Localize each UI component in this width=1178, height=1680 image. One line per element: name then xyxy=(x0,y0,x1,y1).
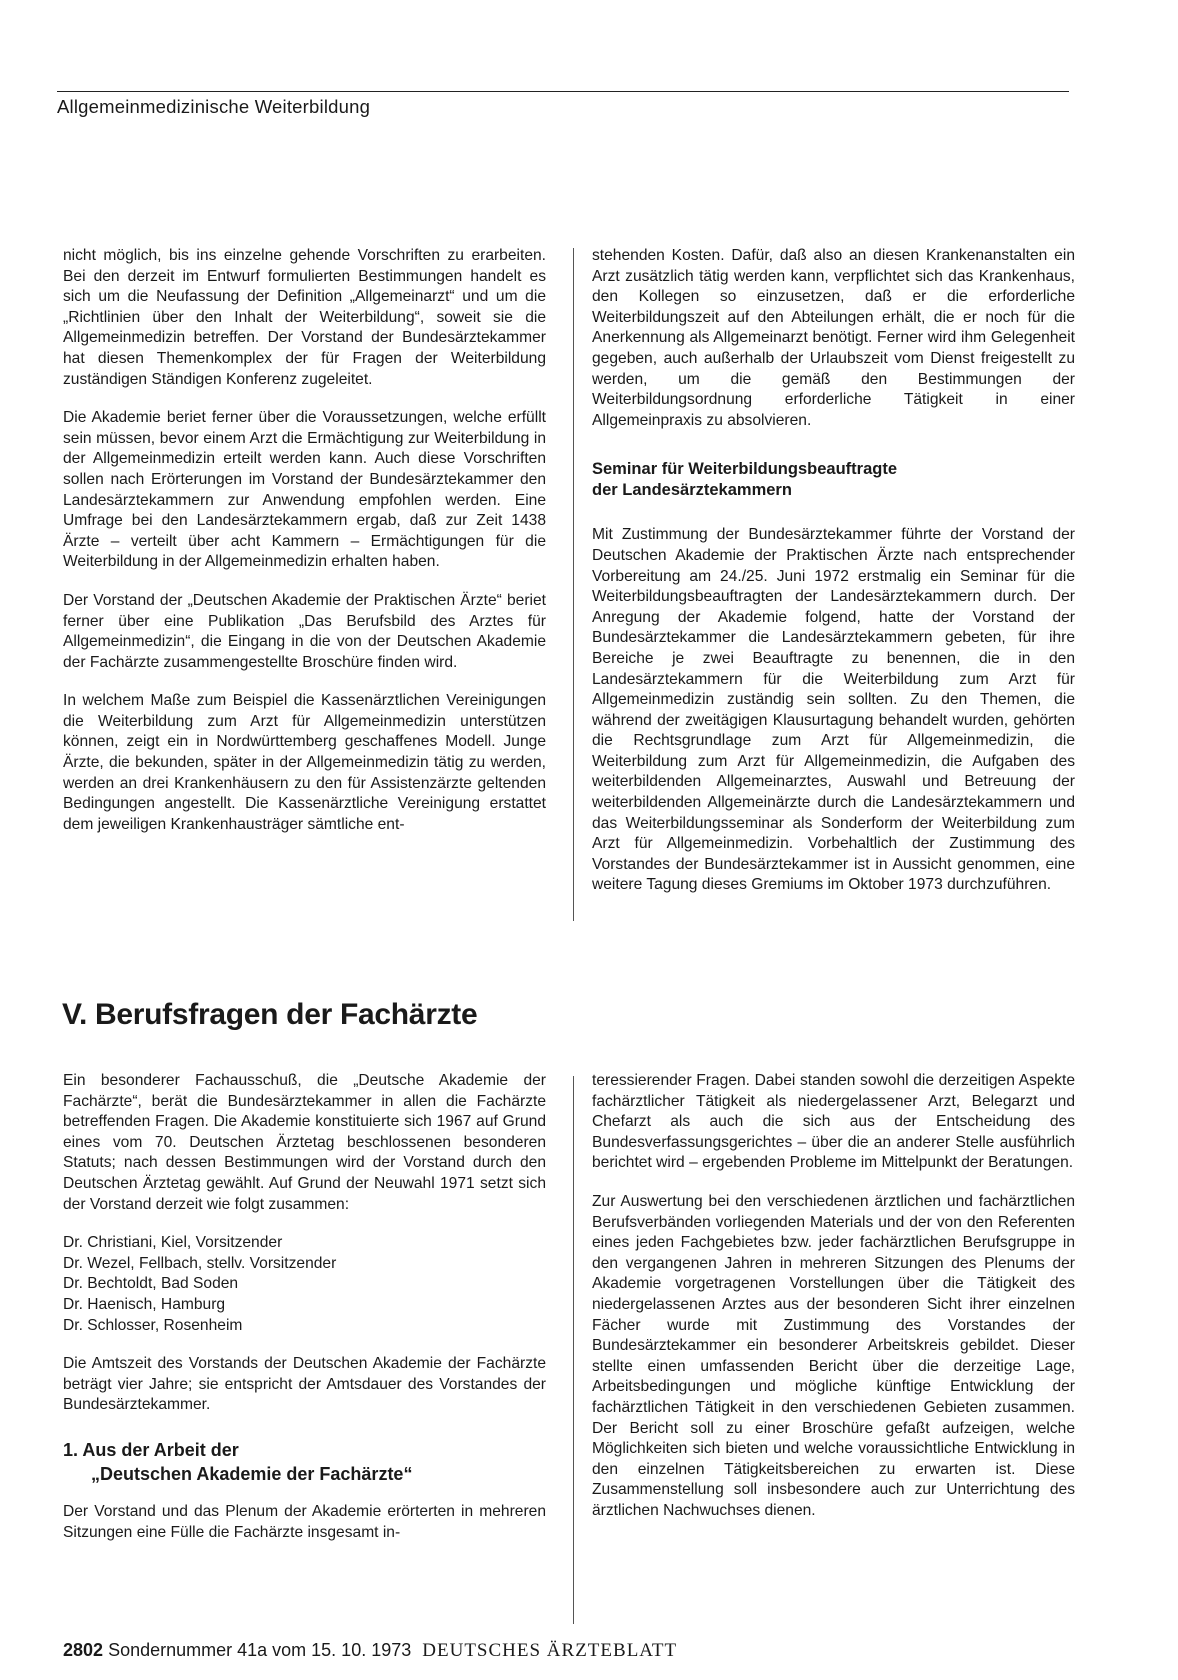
subsection-heading xyxy=(63,1438,546,1486)
board-member-list xyxy=(63,1233,546,1336)
board-member: Dr. Christiani, Kiel, Vorsitzender xyxy=(63,1234,283,1252)
paragraph: teressierender Fragen. Dabei standen sowohl die derzeitigen Aspekte fachärztlicher Tätigkeit als niedergelassener Arzt, Belegarzt und Chefarzt als auch die sich aus der Entscheidung des Bundesverfassungsgerichtes – über die an anderer Stelle ausführlich berichtet wird – ergebenden Probleme im Mittelpunkt der Beratungen. xyxy=(592,1072,1075,1172)
left-column-bottom xyxy=(63,1071,546,1561)
paragraph: nicht möglich, bis ins einzelne gehende Vorschriften zu erarbeiten. Bei den derzeit im Entwurf formulierten Bestimmungen handelt es sich um die Neufassung der Definition „Allgemeinarzt“ und um die „Richtlinien über den Inhalt der Weiterbildung“, soweit sie die Allgemeinmedizin betreffen. Der Vorstand der Bundesärztekammer hat diesen Themenkomplex der für Fragen der Weiterbildung zuständigen Ständigen Konferenz zugeleitet. xyxy=(63,247,546,388)
column-divider-bottom xyxy=(573,1076,574,1624)
board-member: Dr. Bechtoldt, Bad Soden xyxy=(63,1275,239,1293)
section-title: V. Berufsfragen der Fachärzte xyxy=(62,998,478,1031)
journal-name: DEUTSCHES ÄRZTEBLATT xyxy=(422,1640,678,1661)
page-number: 2802 xyxy=(63,1640,104,1660)
header-rule xyxy=(57,91,1069,92)
paragraph: In welchem Maße zum Beispiel die Kassenärztlichen Vereinigungen die Weiterbildung zum Arzt für Allgemeinmedizin unterstützen können, zeigt ein in Nordwürttemberg geschaffenes Modell. Junge Ärzte, die bekunden, später in der Allgemeinmedizin tätig zu werden, werden an drei Krankenhäusern zu den für Assistenzärzte geltenden Bedingungen angestellt. Die Kassenärztliche Vereinigung erstattet dem jeweiligen Krankenhausträger sämtliche ent- xyxy=(63,692,546,833)
subsection-heading-line: 1. Aus der Arbeit der xyxy=(63,1439,239,1460)
seminar-heading-line: der Landesärztekammern xyxy=(592,481,792,500)
paragraph: Die Amtszeit des Vorstands der Deutschen Akademie der Fachärzte beträgt vier Jahre; sie entspricht der Amtsdauer des Vorstandes der Bundesärztekammer. xyxy=(63,1355,546,1414)
paragraph: Der Vorstand und das Plenum der Akademie erörterten in mehreren Sitzungen eine Fülle die Fachärzte insgesamt in- xyxy=(63,1502,546,1541)
right-column-top xyxy=(592,246,1075,914)
right-column-bottom xyxy=(592,1071,1075,1539)
paragraph: Ein besonderer Fachausschuß, die „Deutsche Akademie der Fachärzte“, berät die Bundesärztekammer in allen die Fachärzte betreffenden Fragen. Die Akademie konstituierte sich 1967 auf Grund eines vom 70. Deutschen Ärztetag beschlossenen besonderen Statuts; nach dessen Bestimmungen wird der Vorstand durch den Deutschen Ärztetag gewählt. Auf Grund der Neuwahl 1971 setzt sich der Vorstand derzeit wie folgt zusammen: xyxy=(63,1072,546,1213)
board-member: Dr. Wezel, Fellbach, stellv. Vorsitzender xyxy=(63,1254,337,1272)
paragraph: Zur Auswertung bei den verschiedenen ärztlichen und fachärztlichen Berufsverbänden vorliegenden Materials und der von den Referenten eines jeden Fachgebietes bzw. jeder fachärztlichen Berufsgruppe in den vergangenen Jahren in mehreren Sitzungen des Plenums der Akademie vorgetragenen Vorstellungen über die Tätigkeit des niedergelassenen Arztes aus der besonderen Sicht ihrer einzelnen Fächer wurde mit Zustimmung des Vorstandes der Bundesärztekammer ein besonderer Arbeitskreis gebildet. Dieser stellte einen umfassenden Bericht über die derzeitige Lage, Arbeitsbedingungen und mögliche künftige Entwicklung der fachärztlichen Tätigkeit in den verschiedenen Gebieten zusammen. Der Bericht soll zu einer Broschüre gefaßt aufzeigen, welche Möglichkeiten sich bieten und welche voraussichtliche Entwicklung in den einzelnen Tätigkeitsbereichen zu erwarten ist. Diese Zusammenstellung soll insbesondere auch zur Unterrichtung des ärztlichen Nachwuchses dienen. xyxy=(592,1192,1075,1519)
page-footer xyxy=(63,1640,677,1662)
column-divider-top xyxy=(573,248,574,921)
left-column-top xyxy=(63,246,546,853)
paragraph: Mit Zustimmung der Bundesärztekammer führte der Vorstand der Deutschen Akademie der Praktischen Ärzte nach entsprechender Vorbereitung am 24./25. Juni 1972 erstmalig ein Seminar für die Weiterbildungsbeauftragten der Landesärztekammern durch. Der Anregung der Akademie folgend, hatte der Vorstand der Bundesärztekammer die Landesärztekammern gebeten, für ihre Bereiche je zwei Beauftragte zu benennen, die in den Landesärztekammern für die Weiterbildung zum Arzt für Allgemeinmedizin zuständig sein sollten. Zu den Themen, die während der zweitägigen Klausurtagung behandelt wurden, gehörten die Rechtsgrundlage zum Arzt für Allgemeinmedizin, die Weiterbildung zum Arzt für Allgemeinmedizin, die Aufgaben des weiterbildenden Allgemeinarztes, Auswahl und Betreuung der weiterbildenden Allgemeinärzte durch die Landesärztekammern und das Weiterbildungsseminar als Sonderform der Weiterbildung zum Arzt für Allgemeinmedizin. Vorbehaltlich der Zustimmung des Vorstandes der Bundesärztekammer ist in Aussicht genommen, eine weitere Tagung dieses Gremiums im Oktober 1973 durchzuführen. xyxy=(592,526,1075,894)
subsection-heading-line: „Deutschen Akademie der Fachärzte“ xyxy=(91,1463,413,1484)
running-title: Allgemeinmedizinische Weiterbildung xyxy=(57,96,371,117)
paragraph: Die Akademie beriet ferner über die Voraussetzungen, welche erfüllt sein müssen, bevor einem Arzt die Ermächtigung zur Weiterbildung in der Allgemeinmedizin erteilt werden kann. Auch diese Vorschriften sollen nach Erörterungen im Vorstand der Bundesärztekammer den Landesärztekammern zur Anwendung empfohlen werden. Eine Umfrage bei den Landesärztekammern ergab, daß zur Zeit 1438 Ärzte – verteilt über acht Kammern – Ermächtigungen für die Weiterbildung in der Allgemeinmedizin erhalten haben. xyxy=(63,409,546,571)
paragraph: stehenden Kosten. Dafür, daß also an diesen Krankenanstalten ein Arzt zusätzlich tätig werden kann, verpflichtet sich das Krankenhaus, den Kollegen so einzusetzen, daß er die erforderliche Weiterbildungszeit auf den Abteilungen erhält, die er noch für die Anerkennung als Allgemeinarzt benötigt. Ferner wird ihm Gelegenheit gegeben, auch außerhalb der Urlaubszeit vom Dienst freigestellt zu werden, um die gemäß den Bestimmungen der Weiterbildungsordnung erforderliche Tätigkeit in einer Allgemeinpraxis zu absolvieren. xyxy=(592,247,1075,429)
board-member: Dr. Schlosser, Rosenheim xyxy=(63,1316,243,1334)
issue-info: Sondernummer 41a vom 15. 10. 1973 xyxy=(108,1640,412,1660)
board-member: Dr. Haenisch, Hamburg xyxy=(63,1295,226,1313)
seminar-heading-line: Seminar für Weiterbildungsbeauftragte xyxy=(592,460,897,479)
seminar-heading xyxy=(592,459,1075,501)
paragraph: Der Vorstand der „Deutschen Akademie der Praktischen Ärzte“ beriet ferner über eine Publikation „Das Berufsbild des Arztes für Allgemeinmedizin“, die Eingang in die von der Deutschen Akademie der Fachärzte zusammengestellte Broschüre finden wird. xyxy=(63,591,546,671)
